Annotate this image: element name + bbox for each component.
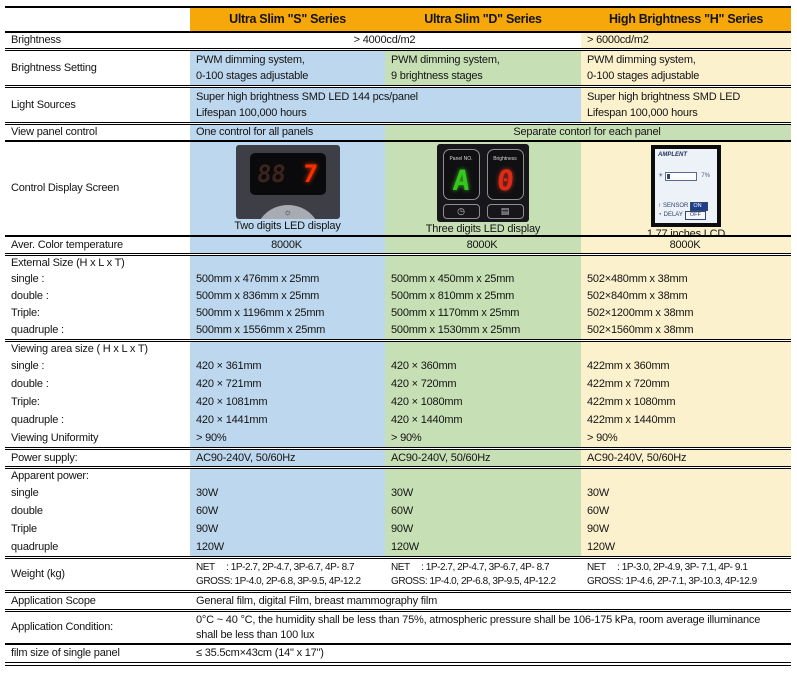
weight-h-cell: NET : 1P-3.0, 2P-4.9, 3P- 7.1, 4P- 9.1 GROSS: 1P-4.6, 2P-7.1, 3P-10.3, 4P-12.9 (581, 558, 791, 592)
row-label: Brightness (5, 32, 190, 50)
s-series-control-photo (236, 145, 340, 219)
led-digit-green: A (451, 164, 471, 197)
panel-no-display: Panel NO. A (443, 149, 480, 200)
row-label: Light Sources (5, 87, 190, 124)
row-film-size: film size of single panel ≤ 35.5cm×43cm (14" x 17") (5, 644, 791, 664)
led-digit: 7 (301, 160, 319, 188)
row-label: Control Display Screen (5, 141, 190, 236)
header-h-series: High Brightness "H" Series (581, 7, 791, 32)
row-power-triple: Triple 90W 90W 90W (5, 520, 791, 538)
weight-d-cell: NET : 1P-2.7, 2P-4.7, 3P-6.7, 4P- 8.7 GROSS: 1P-4.0, 2P-6.8, 3P-9.5, 4P-12.2 (385, 558, 581, 592)
d-series-control-photo (437, 144, 529, 222)
row-weight: Weight (kg) NET : 1P-2.7, 2P-4.7, 3P-6.7, 4P- 8.7 GROSS: 1P-4.0, 2P-6.8, 3P-9.5, 4P-12.2 NET : 1P-2.7, 2P-4.7, 3P-6.7, 4P- 8.7 GROSS: 1P-4.0, 2P-6.8, 3P-9.5, 4P-12.2 NET : 1P-3.0, 2P-4.9, 3P- 7.1, 4P- 9.1 GROSS: 1P-4.6, 2P-7.1, 3P-10.3, 4P-12.9 (5, 558, 791, 592)
film-size-value: ≤ 35.5cm×43cm (14" x 17") (190, 644, 791, 664)
display-caption: Two digits LED display (234, 220, 341, 232)
row-application-scope: Application Scope General film, digital Film, breast mammography film (5, 592, 791, 611)
brightness-h-value: > 6000cd/m2 (581, 32, 791, 50)
delay-clock-icon: ◔ (658, 212, 662, 218)
spec-sheet (5, 6, 791, 666)
led-digit-red: 0 (495, 164, 515, 197)
row-external-size-header (5, 255, 791, 272)
row-viewing-single: single : 420 × 361mm 420 × 360mm 422mm x 360mm (5, 357, 791, 375)
memory-icon: ▤ (500, 206, 510, 216)
display-s-cell (190, 141, 385, 236)
brightness-display: Brightness 0 (487, 149, 524, 200)
row-label: Brightness Setting (5, 50, 190, 87)
h-series-lcd-photo (651, 145, 721, 227)
application-condition-value: 0°C ~ 40 °C, the humidity shall be less than 75%, atmospheric pressure shall be 106-175 kPa, room average illuminance shall be less than 100 lux (190, 611, 791, 645)
row-application-condition: Application Condition: 0°C ~ 40 °C, the humidity shall be less than 75%, atmospheric pressure shall be 106-175 kPa, room average illuminance shall be less than 100 lux (5, 611, 791, 645)
light-sd-value: Super high brightness SMD LED 144 pcs/panel Lifespan 100,000 hours (190, 87, 581, 124)
sensor-label: SENSOR (663, 203, 689, 209)
table-header-row (5, 7, 791, 32)
row-power-double: double 60W 60W 60W (5, 502, 791, 520)
row-power-supply: Power supply: AC90-240V, 50/60Hz AC90-240V, 50/60Hz AC90-240V, 50/60Hz (5, 449, 791, 468)
row-viewing-triple: Triple: 420 × 1081mm 420 × 1080mm 422mm x 1080mm (5, 393, 791, 411)
row-power-quadruple: quadruple 120W 120W 120W (5, 538, 791, 558)
delay-label: DELAY (663, 212, 683, 218)
group-label: Apparent power: (5, 468, 190, 485)
display-d-cell (385, 141, 581, 236)
row-control-display (5, 141, 791, 236)
setting-h-value: PWM dimming system, 0-100 stages adjustable (581, 50, 791, 87)
weight-s-cell: NET : 1P-2.7, 2P-4.7, 3P-6.7, 4P- 8.7 GROSS: 1P-4.0, 2P-6.8, 3P-9.5, 4P-12.2 (190, 558, 385, 592)
brand-logo: AMPLENT (658, 152, 687, 158)
sensor-icon: ↑ (658, 203, 661, 209)
setting-s-value: PWM dimming system, 0-100 stages adjustable (190, 50, 385, 87)
row-label: Aver. Color temperature (5, 236, 190, 255)
setting-d-value: PWM dimming system, 9 brightness stages (385, 50, 581, 87)
row-label: View panel control (5, 124, 190, 142)
timer-button (443, 204, 480, 219)
header-d-series: Ultra Slim "D" Series (385, 7, 581, 32)
brightness-icon: ☀ (658, 173, 664, 179)
row-viewing-uniformity: Viewing Uniformity > 90% > 90% > 90% (5, 429, 791, 449)
delay-status-badge: OFF (685, 211, 706, 220)
row-view-panel-control (5, 124, 791, 142)
row-brightness-setting (5, 50, 791, 87)
brightness-sd-value: > 4000cd/m2 (190, 32, 581, 50)
brightness-progress-bar (665, 172, 697, 181)
led-window (250, 153, 326, 195)
brightness-percent: 7% (701, 173, 711, 179)
display-h-cell (581, 141, 791, 236)
row-viewing-area-header (5, 341, 791, 358)
application-scope-value: General film, digital Film, breast mammography film (190, 592, 791, 611)
header-s-series: Ultra Slim "S" Series (190, 7, 385, 32)
display-caption: 1.77 inches LCD (646, 228, 726, 236)
group-label: External Size (H x L x T) (5, 255, 190, 272)
row-viewing-double: double : 420 × 721mm 420 × 720mm 422mm x 720mm (5, 375, 791, 393)
row-brightness (5, 32, 791, 50)
memory-button (487, 204, 524, 219)
row-external-double: double : 500mm x 836mm x 25mm 500mm x 810mm x 25mm 502×840mm x 38mm (5, 288, 791, 305)
comparison-table (5, 6, 791, 666)
row-external-triple: Triple: 500mm x 1196mm x 25mm 500mm x 1170mm x 25mm 502×1200mm x 38mm (5, 305, 791, 322)
sensor-status-badge: ON (690, 202, 707, 211)
row-apparent-power-header (5, 468, 791, 485)
view-control-s-value: One control for all panels (190, 124, 385, 142)
light-h-value: Super high brightness SMD LED Lifespan 100,000 hours (581, 87, 791, 124)
view-control-dh-value: Separate contorl for each panel (385, 124, 791, 142)
group-label: Viewing area size ( H x L x T) (5, 341, 190, 358)
row-viewing-quadruple: quadruple : 420 × 1441mm 420 × 1440mm 422mm x 1440mm (5, 411, 791, 429)
brightness-knob (255, 205, 321, 219)
led-ghost-digits: 88 (255, 160, 287, 188)
row-color-temperature: Aver. Color temperature 8000K 8000K 8000K (5, 236, 791, 255)
row-external-single: single : 500mm x 476mm x 25mm 500mm x 450mm x 25mm 502×480mm x 38mm (5, 271, 791, 288)
row-external-quadruple: quadruple : 500mm x 1556mm x 25mm 500mm x 1530mm x 25mm 502×1560mm x 38mm (5, 322, 791, 341)
header-empty-cell (5, 7, 190, 32)
row-power-single: single 30W 30W 30W (5, 484, 791, 502)
display-caption: Three digits LED display (425, 223, 541, 235)
timer-icon: ◷ (457, 206, 465, 216)
row-light-sources (5, 87, 791, 124)
brightness-icon: ☼ (283, 207, 292, 217)
